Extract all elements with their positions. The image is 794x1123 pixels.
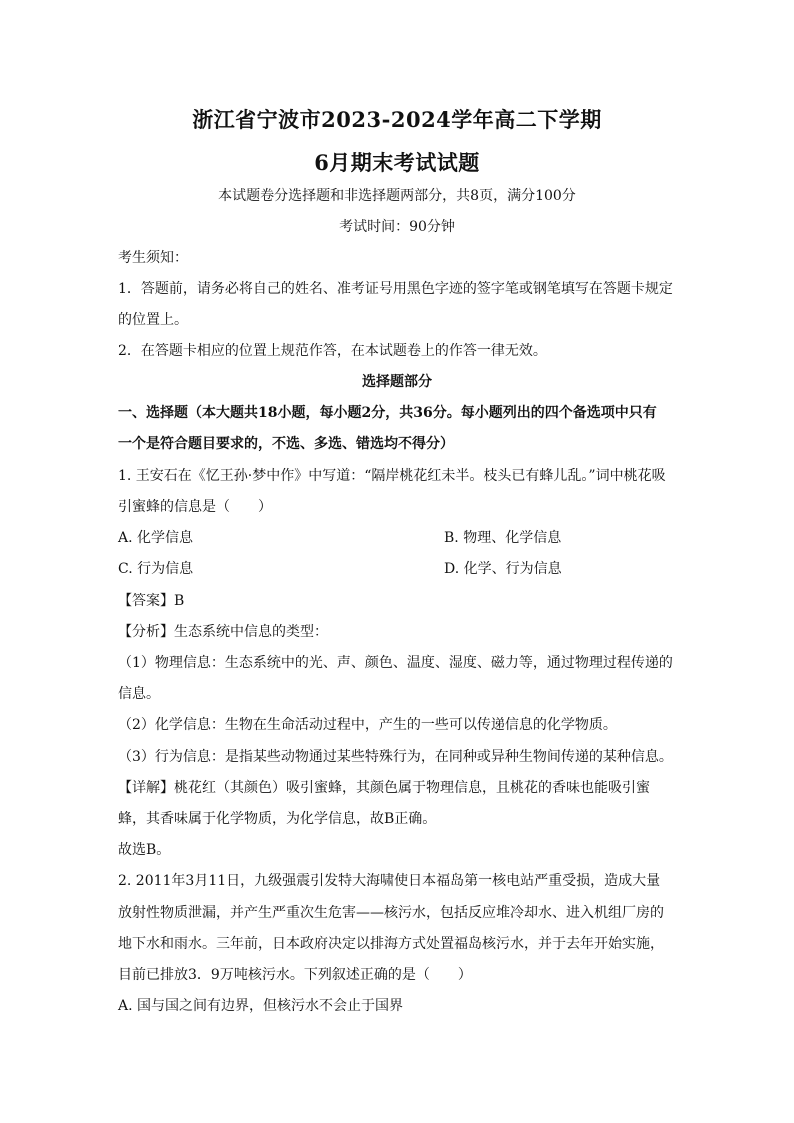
part-one-instructions: 一、选择题（本大题共18小题，每小题2分，共36分。每小题列出的四个备选项中只有	[118, 405, 657, 421]
question-1-analysis-3: （3）行为信息：是指某些动物通过某些特殊行为，在同种或异种生物间传递的某种信息。	[118, 749, 673, 765]
question-2-stem-cont-1: 放射性物质泄漏，并产生严重次生危害——核污水，包括反应堆冷却水、进入机组厂房的	[118, 905, 664, 921]
question-2-stem-cont-3: 目前已排放3．9万吨核污水。下列叙述正确的是（ ）	[118, 967, 472, 983]
question-1-stem-cont: 引蜜蜂的信息是（ ）	[118, 499, 272, 515]
notice-item-1: 1．答题前，请务必将自己的姓名、准考证号用黑色字迹的签字笔或钢笔填写在答题卡规定	[118, 281, 673, 297]
question-1-analysis-2: （2）化学信息：生物在生命活动过程中，产生的一些可以传递信息的化学物质。	[118, 717, 617, 733]
question-1-detail-cont: 蜂，其香味属于化学物质，为化学信息，故B正确。	[118, 811, 437, 827]
question-1-detail: 【详解】桃花红（其颜色）吸引蜜蜂，其颜色属于物理信息，且桃花的香味也能吸引蜜	[118, 780, 650, 796]
section-title: 选择题部分	[362, 374, 432, 390]
part-one-instructions-cont: 一个是符合题目要求的，不选、多选、错选均不得分）	[118, 436, 454, 452]
question-1-option-b: B. 物理、化学信息	[444, 530, 562, 546]
question-1-analysis-1-cont: 信息。	[118, 686, 160, 702]
question-1-stem: 1. 王安石在《忆王孙·梦中作》中写道：“隔岸桃花红未半。枝头已有蜂儿乱。”词中桃花吸	[118, 468, 666, 484]
question-1-option-a: A. 化学信息	[118, 530, 194, 546]
question-2-stem-cont-2: 地下水和雨水。三年前，日本政府决定以排海方式处置福岛核污水，并于去年开始实施，	[118, 936, 664, 952]
question-2-option-a: A. 国与国之间有边界，但核污水不会止于国界	[118, 998, 404, 1014]
question-1-option-c: C. 行为信息	[118, 561, 194, 577]
question-1-option-d: D. 化学、行为信息	[444, 561, 562, 577]
question-1-analysis-heading: 【分析】生态系统中信息的类型：	[118, 624, 328, 640]
exam-intro: 本试题卷分选择题和非选择题两部分，共8页，满分100分	[218, 188, 576, 204]
question-1-conclusion: 故选B。	[118, 842, 171, 858]
exam-time: 考试时间：90分钟	[339, 219, 455, 235]
notice-item-2: 2．在答题卡相应的位置上规范作答，在本试题卷上的作答一律无效。	[118, 343, 547, 359]
question-2-stem: 2. 2011年3月11日，九级强震引发特大海啸使日本福岛第一核电站严重受损，造成大量	[118, 873, 661, 889]
notice-heading: 考生须知：	[118, 250, 188, 266]
document-title-line2: 6月期末考试试题	[314, 150, 480, 175]
question-1-answer: 【答案】B	[118, 593, 185, 609]
notice-item-1-cont: 的位置上。	[118, 312, 188, 328]
question-1-analysis-1: （1）物理信息：生态系统中的光、声、颜色、温度、湿度、磁力等，通过物理过程传递的	[118, 655, 673, 671]
document-title-line1: 浙江省宁波市2023-2024学年高二下学期	[192, 107, 602, 132]
